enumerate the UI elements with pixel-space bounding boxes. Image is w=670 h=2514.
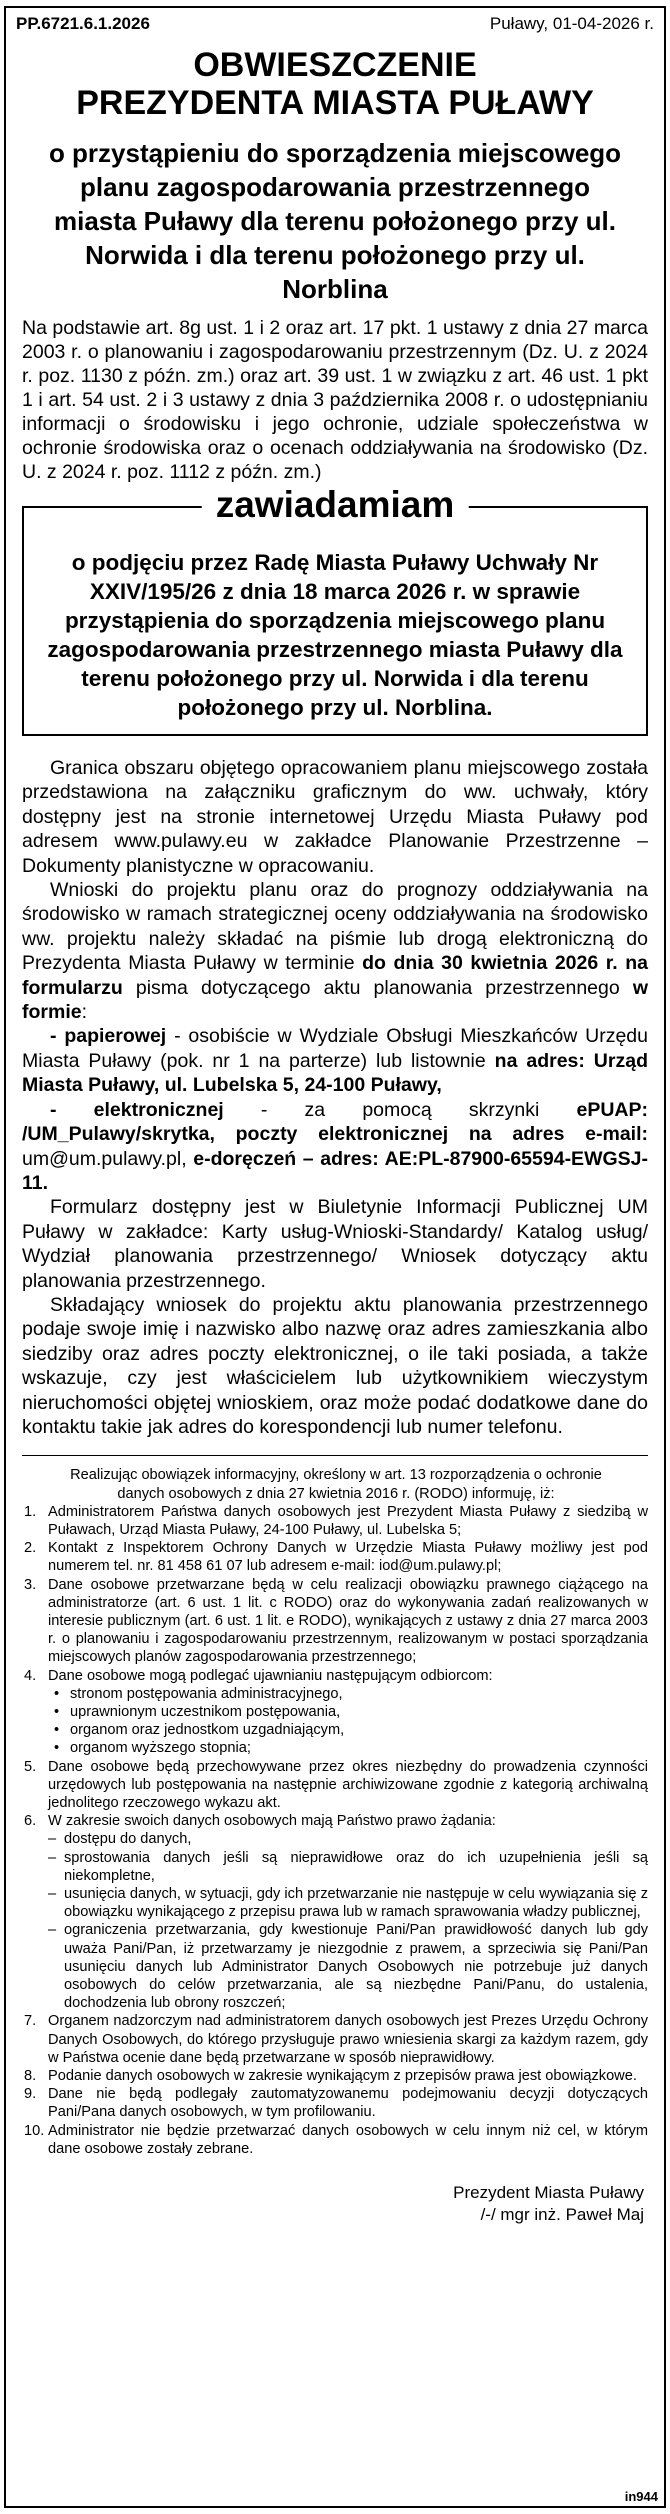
sub-item: – usunięcia danych, w sytuacji, gdy ich przetwarzanie nie następuje w celu wywiązania się z obowiązku wynikającego z przepisu prawa lub w ramach sprawowania władzy publicznej,: [48, 1886, 648, 1921]
paragraph-form-availability: Formularz dostępny jest w Biuletynie Informacji Publicznej UM Puławy w zakładce: Karty usług-Wnioski-Standardy/ Katalog usług/ Wydział planowania przestrzennego/ Wniosek dotyczący aktu planowania przestrzennego.: [22, 1196, 648, 1292]
rodo-intro: Realizując obowiązek informacyjny, określony w art. 13 rozporządzenia o ochronie danych osobowych z dnia 27 kwietnia 2016 r. (RODO) informuję, iż:: [70, 1467, 602, 1502]
list-item: 1. Administratorem Państwa danych osobowych jest Prezydent Miasta Puławy z siedzibą w Puławach, Urząd Miasta Puławy, 24-100 Puławy, ul. Lubelska 5;: [24, 1503, 648, 1538]
notice-body: [6, 756, 664, 1439]
place-date: Puławy, 01-04-2026 r.: [489, 14, 654, 33]
sub-item: – dostępu do danych,: [48, 1831, 192, 1848]
list-item: 3. Dane osobowe przetwarzane będą w celu realizacji obowiązku prawnego ciążącego na administratorze (art. 6 ust. 1 lit. c RODO) oraz do wykonywania zadań realizowanych w interesie publicznym (art. 6 ust. 1 lit. e RODO), wynikających z ustawy z dnia 27 marca 2003 r. o planowaniu i zagospodarowaniu przestrzennym, realizowanym w postaci sporządzania miejscowych planów zagospodarowania przestrzennego;: [24, 1576, 648, 1666]
header-row: [6, 8, 664, 34]
paragraph-applications: Wnioski do projektu planu oraz do prognozy oddziaływania na środowisko w ramach strategicznej oceny oddziaływania na środowisko ww. projektu należy składać na piśmie lub drogą elektroniczną do Prezydenta Miasta Puławy w terminie do dnia 30 kwietnia 2026 r. na formularzu pisma dotyczącego aktu planowania przestrzennego w formie:: [22, 879, 648, 1024]
paragraph-electronic-form: - elektronicznej - za pomocą skrzynki ePUAP: /UM_Pulawy/skrytka, poczty elektronicznej na adres e-mail: um@um.pulawy.pl, e-doręczeń – adres: AE:PL-87900-65594-EWGSJ-11.: [22, 1098, 648, 1194]
list-item: 8. Podanie danych osobowych w zakresie wynikającym z przepisów prawa jest obowiązkowe.: [24, 2068, 637, 2085]
document-code: in944: [624, 2489, 658, 2504]
signature-title: Prezydent Miasta Puławy: [453, 2183, 644, 2203]
subtitle: o przystąpieniu do sporządzenia miejscowego planu zagospodarowania przestrzennego miasta Puławy dla terenu położonego przy ul. Norwida i dla terenu położonego przy ul. Norblina: [48, 138, 622, 304]
legal-basis: Na podstawie art. 8g ust. 1 i 2 oraz art. 17 pkt. 1 ustawy z dnia 27 marca 2003 r. o planowaniu i zagospodarowaniu przestrzennym (Dz. U. z 2024 r. poz. 1130 z późn. zm.) oraz art. 39 ust. 1 w związku z art. 46 ust. 1 pkt 1 i art. 54 ust. 2 i 3 ustawy z dnia 3 października 2008 r. o udostępnianiu informacji o środowisku i jego ochronie, udziale społeczeństwa w ochronie środowiska oraz o ocenach oddziaływania na środowisko (Dz. U. z 2024 r. poz. 1112 z późn. zm.): [22, 317, 648, 483]
bullet-item: • uprawnionym uczestnikom postępowania,: [54, 1704, 341, 1721]
bullet-item: • stronom postępowania administracyjnego,: [54, 1685, 343, 1702]
title-line-2: PREZYDENTA MIASTA PUŁAWY: [76, 84, 594, 122]
paragraph-applicant-data: Składający wniosek do projektu aktu planowania przestrzennego podaje swoje imię i nazwisko albo nazwę oraz adres zamieszkania albo siedziby oraz adres poczty elektronicznej, o ile taki posiada, a także wskazuje, czy jest właścicielem lub użytkownikiem wieczystym nieruchomości objętej wnioskiem, oraz może podać dodatkowe dane do kontaktu takie jak adres do korespondencji lub numer telefonu.: [22, 1293, 648, 1438]
list-item: 9. Dane nie będą podlegały zautomatyzowanemu podejmowaniu decyzji dotyczących Pani/Pana danych osobowych, w tym profilowaniu.: [24, 2086, 648, 2121]
sub-item: – ograniczenia przetwarzania, gdy kwestionuje Pani/Pan prawidłowość danych lub gdy uważa Pani/Pan, iż przetwarzamy je niezgodnie z prawem, a sprzeciwia się Pani/Pan usunięciu danych lub Administrator Danych Osobowych nie potrzebuje już danych osobowych do celów przetwarzania, ale są niezbędne Pani/Panu, do ustalenia, dochodzenia lub obrony roszczeń;: [48, 1922, 648, 2012]
list-item: 4. Dane osobowe mogą podlegać ujawnianiu następującym odbiorcom: • stronom postępowania administracyjnego, • uprawnionym uczestnikom postępowania, • organom oraz jednostkom uzgadniającym, • organom wyższego stopnia;: [24, 1667, 648, 1758]
reference-number: PP.6721.6.1.2026: [16, 14, 150, 33]
title-line-1: OBWIESZCZENIE: [193, 46, 477, 84]
list-item: 5. Dane osobowe będą przechowywane przez okres niezbędny do prowadzenia czynności urzędowych lub postępowania na następnie archiwizowane zgodnie z kategorią archiwalną jednolitego rzeczowego wykazu akt.: [24, 1758, 648, 1812]
list-item: 6. W zakresie swoich danych osobowych mają Państwo prawo żądania: – dostępu do danych, – sprostowania danych jeśli są nieprawidłowe oraz do ich uzupełnienia jeśli są niekompletne, – usunięcia danych, w sytuacji, gdy ich przetwarzanie nie następuje w celu wywiązania się z obowiązku wynikającego z przepisu prawa lub w ramach sprawowania władzy publicznej, – ograniczenia przetwarzania, gdy kwestionuje Pani/Pan prawidłowość danych lub gdy uważa Pani/Pan, iż przetwarzamy je niezgodnie z prawem, a sprzeciwia się Pani/Pan usunięciu danych lub Administrator Danych Osobowych nie potrzebuje już danych osobowych do celów przetwarzania, ale są niezbędne Pani/Panu, do ustalenia, dochodzenia lub obrony roszczeń;: [24, 1813, 648, 2012]
rodo-list: [24, 1503, 648, 2158]
list-item: 7. Organem nadzorczym nad administratorem danych osobowych jest Prezes Urzędu Ochrony Danych Osobowych, do którego przysługuje prawo wniesienia skargi za każdym razem, gdy w Państwa ocenie dane będą przetwarzane w sposób nieprawidłowy.: [24, 2013, 648, 2066]
signature: [6, 2182, 664, 2226]
bullet-item: • organom wyższego stopnia;: [54, 1740, 251, 1757]
page-title: [6, 46, 664, 122]
paragraph-boundary: Granica obszaru objętego opracowaniem planu miejscowego została przedstawiona na załączniku graficznym do ww. uchwały, który dostępny jest na stronie internetowej Urzędu Miasta Puławy pod adresem www.pulawy.eu w zakładce Planowanie Przestrzenne – Dokumenty planistyczne w opracowaniu.: [22, 757, 648, 877]
signature-name: /-/ mgr inż. Paweł Maj: [480, 2205, 644, 2225]
sub-item: – sprostowania danych jeśli są nieprawidłowe oraz do ich uzupełnienia jeśli są niekompletne,: [48, 1849, 648, 1884]
announcement-label: zawiadamiam: [202, 484, 469, 526]
divider: [22, 1455, 648, 1456]
bullet-item: • organom oraz jednostkom uzgadniającym,: [54, 1722, 345, 1739]
paragraph-paper-form: - papierowej - osobiście w Wydziale Obsługi Mieszkańców Urzędu Miasta Puławy (pok. nr 1 na parterze) lub listownie na adres: Urząd Miasta Puławy, ul. Lubelska 5, 24-100 Puławy,: [22, 1025, 648, 1097]
announcement-box: [22, 484, 648, 736]
rodo-clause: [6, 1466, 664, 2158]
notice-page: [4, 6, 666, 2508]
list-item: 2. Kontakt z Inspektorem Ochrony Danych w Urzędzie Miasta Puławy możliwy jest pod numerem tel. nr. 81 458 61 07 lub adresem e-mail: iod@um.pulawy.pl;: [24, 1540, 648, 1575]
list-item: 10. Administrator nie będzie przetwarzać danych osobowych w celu innym niż cel, w którym dane osobowe zostały zebrane.: [24, 2122, 648, 2157]
announcement-text: o podjęciu przez Radę Miasta Puławy Uchwały Nr XXIV/195/26 z dnia 18 marca 2026 r. w sprawie przystąpienia do sporządzenia miejscowego planu zagospodarowania przestrzennego miasta Puławy dla terenu położonego przy ul. Norwida i dla terenu położonego przy ul. Norblina.: [47, 550, 623, 720]
